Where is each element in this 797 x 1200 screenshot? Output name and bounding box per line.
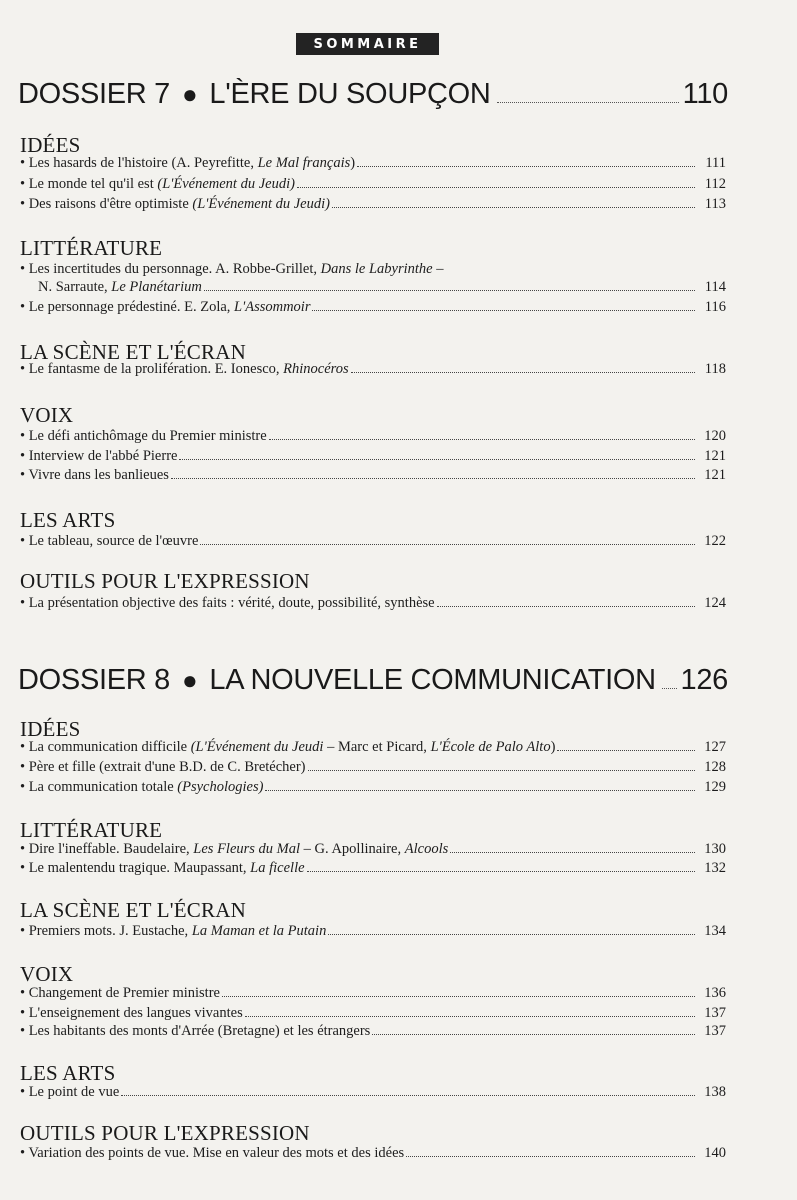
page-number: 137 (704, 1005, 726, 1021)
section-title: LES ARTS (20, 1061, 116, 1085)
page-number: 112 (704, 176, 726, 192)
leader-dots (497, 102, 679, 103)
section-title: LITTÉRATURE (20, 818, 163, 842)
toc-entry: • Le monde tel qu'il est (L'Événement du Jeudi) 112 (20, 176, 726, 192)
section-title: VOIX (20, 403, 74, 427)
page-number: 140 (704, 1145, 726, 1161)
dossier-7-label: DOSSIER 7 (18, 78, 171, 110)
leader-dots (662, 688, 677, 689)
toc-entry: N. Sarraute, Le Planétarium 114 (38, 279, 726, 295)
page-number: 121 (704, 448, 726, 464)
toc-entry: • Les hasards de l'histoire (A. Peyrefitte, Le Mal français) 111 (20, 155, 726, 171)
toc-entry: • Des raisons d'être optimiste (L'Événement du Jeudi) 113 (20, 196, 726, 212)
section-title: OUTILS POUR L'EXPRESSION (20, 1121, 310, 1145)
page-number: 129 (704, 779, 726, 795)
dossier-7-title (18, 78, 728, 111)
section-title: VOIX (20, 962, 74, 986)
toc-entry: • La communication totale (Psychologies) 129 (20, 779, 726, 795)
dossier-8-title (18, 664, 728, 697)
section-title: LA SCÈNE ET L'ÉCRAN (20, 898, 246, 922)
toc-entry: • Les incertitudes du personnage. A. Robbe-Grillet, Dans le Labyrinthe – (20, 261, 444, 277)
toc-entry: • Variation des points de vue. Mise en valeur des mots et des idées 140 (20, 1145, 726, 1161)
page-number: 111 (705, 155, 726, 171)
toc-entry: • Changement de Premier ministre 136 (20, 985, 726, 1001)
sommaire-label: SOMMAIRE (296, 33, 439, 55)
section-title: IDÉES (20, 133, 81, 157)
toc-entry: • Vivre dans les banlieues 121 (20, 467, 726, 483)
page-number: 127 (704, 739, 726, 755)
section-title: LES ARTS (20, 508, 116, 532)
dossier-8-page: 126 (680, 664, 728, 696)
page-number: 121 (704, 467, 726, 483)
page-number: 113 (704, 196, 726, 212)
section-title: OUTILS POUR L'EXPRESSION (20, 569, 310, 593)
toc-entry: • Interview de l'abbé Pierre 121 (20, 448, 726, 464)
dossier-8-label: DOSSIER 8 (18, 664, 171, 696)
page-number: 120 (704, 428, 726, 444)
bullet-icon: ● (182, 665, 198, 695)
toc-entry: • Le point de vue 138 (20, 1084, 726, 1100)
section-title: LITTÉRATURE (20, 236, 163, 260)
page-number: 138 (704, 1084, 726, 1100)
toc-entry: • La communication difficile (L'Événement du Jeudi – Marc et Picard, L'École de Palo Alto) 127 (20, 739, 726, 755)
page-number: 136 (704, 985, 726, 1001)
section-title: IDÉES (20, 717, 81, 741)
toc-entry: • Dire l'ineffable. Baudelaire, Les Fleurs du Mal – G. Apollinaire, Alcools 130 (20, 841, 726, 857)
page-number: 122 (704, 533, 726, 549)
page-number: 130 (704, 841, 726, 857)
page-number: 134 (704, 923, 726, 939)
toc-entry: • Le défi antichômage du Premier ministre 120 (20, 428, 726, 444)
page-number: 118 (704, 361, 726, 377)
page-number: 132 (704, 860, 726, 876)
page-number: 128 (704, 759, 726, 775)
toc-entry: • Le malentendu tragique. Maupassant, La ficelle 132 (20, 860, 726, 876)
toc-entry: • Premiers mots. J. Eustache, La Maman et la Putain 134 (20, 923, 726, 939)
toc-entry: • Les habitants des monts d'Arrée (Bretagne) et les étrangers 137 (20, 1023, 726, 1039)
toc-entry: • La présentation objective des faits : vérité, doute, possibilité, synthèse 124 (20, 595, 726, 611)
page-number: 137 (704, 1023, 726, 1039)
dossier-7-page: 110 (682, 78, 728, 110)
page-number: 116 (704, 299, 726, 315)
page-number: 114 (704, 279, 726, 295)
page-number: 124 (704, 595, 726, 611)
dossier-7-name: L'ÈRE DU SOUPÇON (209, 78, 491, 110)
bullet-icon: ● (182, 79, 198, 109)
toc-entry: • Le personnage prédestiné. E. Zola, L'Assommoir 116 (20, 299, 726, 315)
section-title: LA SCÈNE ET L'ÉCRAN (20, 340, 246, 364)
toc-entry: • Le fantasme de la prolifération. E. Ionesco, Rhinocéros 118 (20, 361, 726, 377)
toc-entry: • Le tableau, source de l'œuvre 122 (20, 533, 726, 549)
toc-entry: • L'enseignement des langues vivantes 137 (20, 1005, 726, 1021)
dossier-8-name: LA NOUVELLE COMMUNICATION (209, 664, 656, 696)
toc-entry: • Père et fille (extrait d'une B.D. de C. Bretécher) 128 (20, 759, 726, 775)
